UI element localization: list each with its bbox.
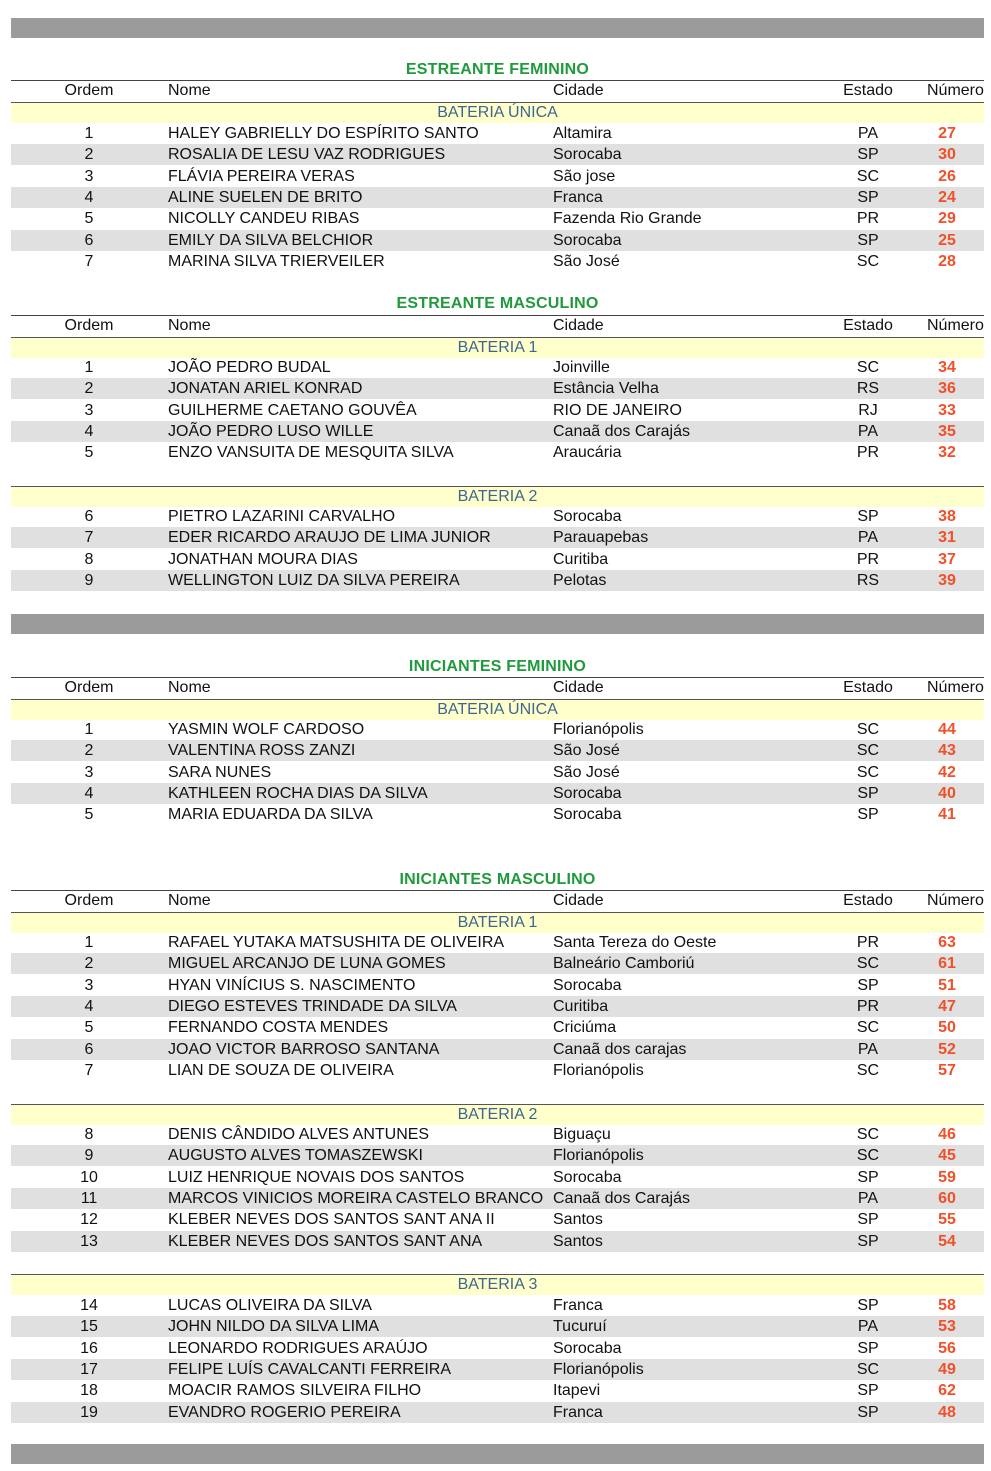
cell-ordem: 1 — [84, 721, 94, 738]
header-ordem: Ordem — [64, 679, 114, 696]
cell-numero: 34 — [938, 359, 956, 376]
header-numero: Número — [927, 82, 984, 99]
cell-cidade: Franca — [553, 1403, 603, 1421]
cell-ordem: 17 — [80, 1360, 98, 1378]
cell-numero: 57 — [938, 1061, 956, 1079]
cell-cidade: Canaã dos carajas — [553, 1040, 687, 1058]
cell-numero: 40 — [938, 784, 956, 802]
table-row — [11, 1402, 984, 1423]
cell-cidade: Canaã dos Carajás — [553, 1189, 690, 1207]
cell-estado: PR — [856, 444, 880, 462]
cell-nome: MARCOS VINICIOS MOREIRA CASTELO BRANCO — [168, 1189, 544, 1207]
cell-nome: JOAO VICTOR BARROSO SANTANA — [168, 1040, 440, 1058]
cell-ordem: 3 — [84, 167, 94, 185]
cell-numero: 58 — [938, 1297, 956, 1314]
header-estado: Estado — [843, 679, 893, 696]
cell-cidade: Curitiba — [553, 997, 609, 1015]
cell-cidade: Criciúma — [553, 1019, 617, 1037]
cell-numero: 24 — [938, 188, 956, 206]
cell-estado: SP — [857, 146, 879, 164]
cell-numero: 36 — [938, 380, 956, 398]
cell-ordem: 6 — [84, 231, 94, 249]
table-row — [11, 123, 984, 144]
cell-ordem: 8 — [84, 1126, 94, 1143]
cell-nome: PIETRO LAZARINI CARVALHO — [168, 508, 396, 525]
cell-nome: JOHN NILDO DA SILVA LIMA — [168, 1318, 380, 1336]
section-title: INICIANTES FEMININO — [408, 658, 587, 675]
cell-estado: SP — [857, 508, 879, 525]
table-row — [11, 400, 984, 421]
cell-ordem: 15 — [80, 1318, 98, 1336]
cell-estado: PA — [857, 529, 879, 547]
cell-ordem: 9 — [84, 571, 94, 589]
cell-nome: EMILY DA SILVA BELCHIOR — [168, 231, 374, 249]
table-row — [11, 975, 984, 996]
cell-numero: 37 — [938, 550, 956, 568]
cell-cidade: Joinville — [553, 359, 610, 376]
cell-ordem: 8 — [84, 550, 94, 568]
cell-cidade: Sorocaba — [553, 1168, 622, 1186]
table-row — [11, 527, 984, 548]
cell-cidade: São José — [553, 252, 620, 270]
section-title: INICIANTES MASCULINO — [399, 871, 596, 888]
cell-estado: SP — [857, 1339, 879, 1357]
cell-numero: 28 — [938, 252, 956, 270]
cell-numero: 47 — [938, 997, 956, 1015]
header-nome: Nome — [168, 679, 211, 696]
cell-nome: KLEBER NEVES DOS SANTOS SANT ANA — [168, 1232, 483, 1250]
table-row — [11, 740, 984, 761]
cell-ordem: 2 — [84, 146, 94, 164]
cell-nome: MARIA EDUARDA DA SILVA — [168, 806, 373, 824]
cell-estado: SP — [857, 784, 879, 802]
cell-numero: 51 — [938, 976, 956, 994]
cell-nome: LIAN DE SOUZA DE OLIVEIRA — [168, 1061, 394, 1079]
table-row — [11, 932, 984, 953]
cell-ordem: 19 — [80, 1403, 98, 1421]
cell-estado: SC — [856, 359, 880, 376]
table-row — [11, 421, 984, 442]
cell-ordem: 3 — [84, 763, 94, 781]
cell-numero: 38 — [938, 508, 956, 525]
cell-estado: SP — [857, 188, 879, 206]
cell-nome: AUGUSTO ALVES TOMASZEWSKI — [168, 1147, 423, 1165]
cell-nome: YASMIN WOLF CARDOSO — [168, 721, 365, 738]
table-row — [11, 1231, 984, 1252]
cell-estado: PR — [856, 997, 880, 1015]
cell-ordem: 11 — [80, 1189, 98, 1207]
cell-ordem: 3 — [84, 976, 94, 994]
table-row — [11, 1017, 984, 1038]
section-title: ESTREANTE FEMININO — [405, 61, 590, 78]
table-row — [11, 1145, 984, 1166]
cell-numero: 55 — [938, 1211, 956, 1229]
cell-nome: LUCAS OLIVEIRA DA SILVA — [168, 1297, 372, 1314]
cell-cidade: Santa Tereza do Oeste — [553, 934, 717, 951]
cell-ordem: 16 — [80, 1339, 98, 1357]
cell-numero: 26 — [938, 167, 956, 185]
cell-estado: SC — [856, 742, 880, 760]
cell-numero: 35 — [938, 422, 956, 440]
cell-cidade: Balneário Camboriú — [553, 955, 695, 973]
cell-cidade: Florianópolis — [553, 721, 644, 738]
cell-numero: 49 — [938, 1360, 956, 1378]
cell-nome: HALEY GABRIELLY DO ESPÍRITO SANTO — [168, 125, 479, 142]
cell-ordem: 4 — [84, 997, 94, 1015]
cell-estado: SC — [856, 1126, 880, 1143]
cell-ordem: 7 — [84, 529, 94, 547]
cell-nome: EVANDRO ROGERIO PEREIRA — [168, 1403, 401, 1421]
table-row — [11, 1209, 984, 1230]
cell-numero: 52 — [938, 1040, 956, 1058]
cell-estado: PR — [856, 550, 880, 568]
cell-cidade: Canaã dos Carajás — [553, 422, 690, 440]
section-divider-bar — [11, 18, 984, 38]
table-row — [11, 549, 984, 570]
cell-cidade: Tucuruí — [553, 1318, 607, 1336]
cell-numero: 59 — [938, 1168, 956, 1186]
cell-nome: JONATHAN MOURA DIAS — [168, 550, 358, 568]
cell-ordem: 6 — [84, 508, 94, 525]
cell-cidade: Florianópolis — [553, 1360, 644, 1378]
cell-cidade: Sorocaba — [553, 976, 622, 994]
cell-estado: SP — [857, 1168, 879, 1186]
table-row — [11, 187, 984, 208]
cell-numero: 46 — [938, 1126, 956, 1143]
cell-estado: SC — [856, 763, 880, 781]
section-divider-bar — [11, 614, 984, 634]
table-row — [11, 378, 984, 399]
cell-ordem: 7 — [84, 252, 94, 270]
header-cidade: Cidade — [553, 679, 604, 696]
cell-numero: 48 — [938, 1403, 956, 1421]
cell-nome: GUILHERME CAETANO GOUVÊA — [168, 401, 417, 419]
cell-nome: RAFAEL YUTAKA MATSUSHITA DE OLIVEIRA — [168, 934, 505, 951]
cell-numero: 27 — [938, 125, 956, 142]
cell-estado: PR — [856, 934, 880, 951]
cell-cidade: RIO DE JANEIRO — [553, 401, 682, 419]
table-row — [11, 1060, 984, 1081]
cell-estado: SP — [857, 231, 879, 249]
cell-cidade: São José — [553, 742, 620, 760]
cell-cidade: Franca — [553, 1297, 603, 1314]
cell-nome: WELLINGTON LUIZ DA SILVA PEREIRA — [168, 571, 460, 589]
cell-cidade: São jose — [553, 167, 616, 185]
cell-cidade: Florianópolis — [553, 1147, 644, 1165]
header-cidade: Cidade — [553, 82, 604, 99]
cell-nome: DIEGO ESTEVES TRINDADE DA SILVA — [168, 997, 457, 1015]
cell-estado: SC — [856, 167, 880, 185]
cell-cidade: Biguaçu — [553, 1126, 611, 1143]
cell-ordem: 5 — [84, 210, 94, 228]
cell-estado: SC — [856, 252, 880, 270]
cell-ordem: 2 — [84, 380, 94, 398]
cell-numero: 31 — [938, 529, 956, 547]
bateria-label: BATERIA 2 — [11, 1104, 984, 1125]
cell-nome: ALINE SUELEN DE BRITO — [168, 188, 363, 206]
cell-estado: SP — [857, 806, 879, 824]
cell-numero: 33 — [938, 401, 956, 419]
cell-numero: 32 — [938, 444, 956, 462]
cell-numero: 43 — [938, 742, 956, 760]
cell-ordem: 5 — [84, 1019, 94, 1037]
cell-numero: 62 — [938, 1382, 956, 1400]
cell-nome: FLÁVIA PEREIRA VERAS — [168, 167, 355, 185]
cell-ordem: 1 — [84, 359, 94, 376]
cell-ordem: 14 — [80, 1297, 98, 1314]
cell-cidade: Sorocaba — [553, 146, 622, 164]
cell-numero: 50 — [938, 1019, 956, 1037]
cell-cidade: Franca — [553, 188, 603, 206]
table-row — [11, 357, 984, 378]
cell-nome: ROSALIA DE LESU VAZ RODRIGUES — [168, 146, 446, 164]
cell-estado: PA — [857, 125, 879, 142]
table-row — [11, 1380, 984, 1401]
cell-nome: LEONARDO RODRIGUES ARAÚJO — [168, 1339, 428, 1357]
table-row — [11, 1295, 984, 1316]
cell-ordem: 2 — [84, 955, 94, 973]
cell-numero: 61 — [938, 955, 956, 973]
cell-estado: PR — [856, 210, 880, 228]
table-row — [11, 144, 984, 165]
column-header-row — [11, 890, 984, 911]
cell-numero: 44 — [938, 721, 956, 738]
cell-nome: MIGUEL ARCANJO DE LUNA GOMES — [168, 955, 446, 973]
cell-nome: FERNANDO COSTA MENDES — [168, 1019, 389, 1037]
cell-ordem: 5 — [84, 806, 94, 824]
header-numero: Número — [927, 679, 984, 696]
cell-cidade: Parauapebas — [553, 529, 649, 547]
cell-cidade: Itapevi — [553, 1382, 601, 1400]
header-estado: Estado — [843, 892, 893, 909]
table-row — [11, 762, 984, 783]
cell-estado: PA — [857, 422, 879, 440]
cell-ordem: 1 — [84, 125, 94, 142]
cell-ordem: 12 — [80, 1211, 98, 1229]
cell-ordem: 4 — [84, 422, 94, 440]
cell-numero: 30 — [938, 146, 956, 164]
cell-numero: 54 — [938, 1232, 956, 1250]
header-estado: Estado — [843, 82, 893, 99]
bateria-label: BATERIA 1 — [11, 337, 984, 358]
cell-cidade: Sorocaba — [553, 806, 622, 824]
table-row — [11, 783, 984, 804]
cell-estado: SP — [857, 976, 879, 994]
cell-estado: SP — [857, 1297, 879, 1314]
cell-nome: MARINA SILVA TRIERVEILER — [168, 252, 385, 270]
cell-nome: JOÃO PEDRO BUDAL — [168, 359, 331, 376]
table-row — [11, 208, 984, 229]
cell-ordem: 13 — [80, 1232, 98, 1250]
cell-numero: 25 — [938, 231, 956, 249]
cell-nome: VALENTINA ROSS ZANZI — [168, 742, 356, 760]
cell-nome: MOACIR RAMOS SILVEIRA FILHO — [168, 1382, 422, 1400]
table-row — [11, 1039, 984, 1060]
cell-numero: 63 — [938, 934, 956, 951]
header-cidade: Cidade — [553, 892, 604, 909]
cell-nome: KLEBER NEVES DOS SANTOS SANT ANA II — [168, 1211, 495, 1229]
header-nome: Nome — [168, 892, 211, 909]
bateria-label: BATERIA 3 — [11, 1274, 984, 1295]
table-row — [11, 442, 984, 463]
cell-cidade: Santos — [553, 1232, 603, 1250]
cell-numero: 53 — [938, 1318, 956, 1336]
cell-numero: 60 — [938, 1189, 956, 1207]
cell-estado: SC — [856, 1061, 880, 1079]
column-header-row — [11, 80, 984, 101]
header-ordem: Ordem — [64, 892, 114, 909]
cell-ordem: 3 — [84, 401, 94, 419]
table-row — [11, 1338, 984, 1359]
section-title: ESTREANTE MASCULINO — [396, 295, 599, 312]
header-ordem: Ordem — [64, 317, 114, 334]
header-ordem: Ordem — [64, 82, 114, 99]
cell-cidade: Fazenda Rio Grande — [553, 210, 702, 228]
table-row — [11, 166, 984, 187]
cell-cidade: Sorocaba — [553, 1339, 622, 1357]
header-numero: Número — [927, 892, 984, 909]
bateria-label: BATERIA ÚNICA — [11, 102, 984, 123]
cell-estado: RS — [856, 571, 880, 589]
table-row — [11, 570, 984, 591]
cell-estado: RJ — [858, 401, 878, 419]
column-header-row — [11, 315, 984, 336]
header-cidade: Cidade — [553, 317, 604, 334]
cell-estado: SP — [857, 1382, 879, 1400]
cell-cidade: Santos — [553, 1211, 603, 1229]
cell-estado: SC — [856, 1360, 880, 1378]
bateria-label: BATERIA 2 — [11, 486, 984, 507]
header-numero: Número — [927, 317, 984, 334]
bateria-label: BATERIA ÚNICA — [11, 699, 984, 720]
cell-numero: 29 — [938, 210, 956, 228]
table-row — [11, 804, 984, 825]
cell-estado: PA — [857, 1318, 879, 1336]
cell-nome: ENZO VANSUITA DE MESQUITA SILVA — [168, 444, 454, 462]
bateria-label: BATERIA 1 — [11, 912, 984, 933]
cell-estado: SC — [856, 955, 880, 973]
cell-estado: SC — [856, 1019, 880, 1037]
cell-nome: JOÃO PEDRO LUSO WILLE — [168, 422, 374, 440]
section-divider-bar — [11, 1444, 984, 1464]
cell-nome: JONATAN ARIEL KONRAD — [168, 380, 363, 398]
cell-nome: SARA NUNES — [168, 763, 272, 781]
cell-ordem: 4 — [84, 784, 94, 802]
cell-ordem: 18 — [80, 1382, 98, 1400]
cell-numero: 39 — [938, 571, 956, 589]
cell-nome: KATHLEEN ROCHA DIAS DA SILVA — [168, 784, 428, 802]
table-row — [11, 1359, 984, 1380]
cell-estado: SP — [857, 1211, 879, 1229]
cell-estado: SC — [856, 721, 880, 738]
table-row — [11, 953, 984, 974]
cell-nome: EDER RICARDO ARAUJO DE LIMA JUNIOR — [168, 529, 491, 547]
table-row — [11, 506, 984, 527]
cell-cidade: Sorocaba — [553, 231, 622, 249]
cell-ordem: 5 — [84, 444, 94, 462]
table-row — [11, 1188, 984, 1209]
cell-nome: DENIS CÂNDIDO ALVES ANTUNES — [168, 1126, 430, 1143]
cell-estado: SP — [857, 1232, 879, 1250]
cell-cidade: Sorocaba — [553, 784, 622, 802]
cell-ordem: 1 — [84, 934, 94, 951]
header-nome: Nome — [168, 317, 211, 334]
table-row — [11, 230, 984, 251]
cell-cidade: Araucária — [553, 444, 622, 462]
cell-estado: RS — [856, 380, 880, 398]
cell-ordem: 2 — [84, 742, 94, 760]
cell-estado: SC — [856, 1147, 880, 1165]
table-row — [11, 251, 984, 272]
table-row — [11, 719, 984, 740]
table-row — [11, 996, 984, 1017]
cell-ordem: 9 — [84, 1147, 94, 1165]
cell-cidade: Sorocaba — [553, 508, 622, 525]
cell-ordem: 7 — [84, 1061, 94, 1079]
cell-nome: HYAN VINÍCIUS S. NASCIMENTO — [168, 976, 416, 994]
cell-estado: PA — [857, 1040, 879, 1058]
cell-ordem: 4 — [84, 188, 94, 206]
cell-cidade: São José — [553, 763, 620, 781]
table-row — [11, 1167, 984, 1188]
cell-estado: PA — [857, 1189, 879, 1207]
cell-cidade: Estância Velha — [553, 380, 659, 398]
cell-numero: 56 — [938, 1339, 956, 1357]
cell-cidade: Curitiba — [553, 550, 609, 568]
cell-estado: SP — [857, 1403, 879, 1421]
cell-numero: 42 — [938, 763, 956, 781]
cell-nome: NICOLLY CANDEU RIBAS — [168, 210, 360, 228]
table-row — [11, 1316, 984, 1337]
cell-nome: LUIZ HENRIQUE NOVAIS DOS SANTOS — [168, 1168, 465, 1186]
cell-numero: 45 — [938, 1147, 956, 1165]
cell-ordem: 10 — [80, 1168, 98, 1186]
header-nome: Nome — [168, 82, 211, 99]
cell-nome: FELIPE LUÍS CAVALCANTI FERREIRA — [168, 1360, 452, 1378]
header-estado: Estado — [843, 317, 893, 334]
cell-cidade: Pelotas — [553, 571, 607, 589]
cell-numero: 41 — [938, 806, 956, 824]
cell-cidade: Altamira — [553, 125, 612, 142]
table-row — [11, 1124, 984, 1145]
cell-cidade: Florianópolis — [553, 1061, 644, 1079]
cell-ordem: 6 — [84, 1040, 94, 1058]
column-header-row — [11, 677, 984, 698]
